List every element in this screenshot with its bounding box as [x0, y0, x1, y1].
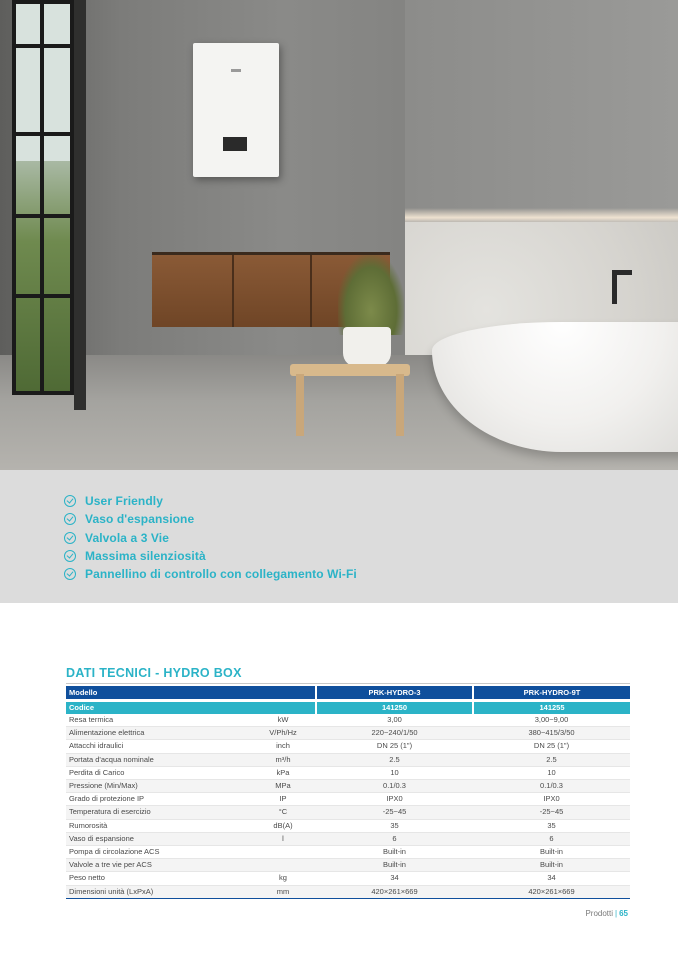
row-param: Perdita di Carico [66, 766, 250, 779]
table-row [66, 753, 630, 766]
feature-label: Vaso d'espansione [85, 512, 195, 527]
row-value-2: DN 25 (1") [473, 740, 630, 753]
code-value-2: 141255 [473, 702, 630, 714]
row-param: Rumorosità [66, 819, 250, 832]
row-value-1: DN 25 (1") [316, 740, 473, 753]
wall-right [405, 0, 678, 230]
row-value-1: 2.5 [316, 753, 473, 766]
window-mullion [16, 44, 70, 48]
feature-item [64, 492, 357, 510]
feature-list [64, 492, 357, 583]
row-value-2: 3,00~9,00 [473, 714, 630, 727]
check-circle-icon [64, 513, 76, 525]
row-value-2: 34 [473, 872, 630, 885]
stool-seat [290, 364, 410, 376]
table-row [66, 714, 630, 727]
table-row [66, 793, 630, 806]
code-label: Codice [66, 702, 316, 714]
table-row [66, 846, 630, 859]
row-unit: V/Ph/Hz [250, 727, 316, 740]
row-value-2: 35 [473, 819, 630, 832]
table-code-row [66, 702, 630, 714]
row-unit: °C [250, 806, 316, 819]
faucet [612, 270, 632, 304]
row-unit: kPa [250, 766, 316, 779]
hero-photo [0, 0, 678, 470]
row-unit [250, 846, 316, 859]
row-value-1: 6 [316, 832, 473, 845]
row-param: Vaso di espansione [66, 832, 250, 845]
table-row [66, 727, 630, 740]
footer-separator: | [615, 909, 618, 918]
code-value-1: 141250 [316, 702, 473, 714]
row-value-2: 380~415/3/50 [473, 727, 630, 740]
row-unit: l [250, 832, 316, 845]
row-param: Attacchi idraulici [66, 740, 250, 753]
row-param: Pressione (Min/Max) [66, 780, 250, 793]
check-circle-icon [64, 568, 76, 580]
row-param: Dimensioni unità (LxPxA) [66, 885, 250, 898]
row-value-2: IPX0 [473, 793, 630, 806]
row-param: Pompa di circolazione ACS [66, 846, 250, 859]
row-value-2: -25~45 [473, 806, 630, 819]
table-row [66, 740, 630, 753]
row-param: Resa termica [66, 714, 250, 727]
features-band [0, 470, 678, 603]
specs-table [66, 686, 630, 899]
row-value-2: 0.1/0.3 [473, 780, 630, 793]
row-unit: dB(A) [250, 819, 316, 832]
row-param: Portata d'acqua nominale [66, 753, 250, 766]
window-mullion [16, 214, 70, 218]
row-value-2: Built-in [473, 859, 630, 872]
row-value-1: 220~240/1/50 [316, 727, 473, 740]
row-value-2: Built-in [473, 846, 630, 859]
row-unit [250, 859, 316, 872]
page-number: 65 [619, 909, 628, 918]
window [12, 0, 74, 395]
table-row [66, 872, 630, 885]
window-mullion [16, 294, 70, 298]
feature-item [64, 510, 357, 528]
window-frame [74, 0, 86, 410]
row-unit: mm [250, 885, 316, 898]
row-unit: inch [250, 740, 316, 753]
feature-item [64, 547, 357, 565]
row-value-1: 0.1/0.3 [316, 780, 473, 793]
table-row [66, 819, 630, 832]
unit-logo [231, 69, 241, 72]
row-value-1: 420×261×669 [316, 885, 473, 898]
row-value-1: Built-in [316, 859, 473, 872]
row-param: Alimentazione elettrica [66, 727, 250, 740]
row-value-1: IPX0 [316, 793, 473, 806]
row-value-1: 34 [316, 872, 473, 885]
stool-leg [396, 374, 404, 436]
row-value-2: 10 [473, 766, 630, 779]
page-footer [585, 909, 628, 918]
feature-label: User Friendly [85, 494, 163, 509]
window-mullion [16, 132, 70, 136]
row-unit: kg [250, 872, 316, 885]
row-value-2: 6 [473, 832, 630, 845]
feature-label: Massima silenziosità [85, 549, 206, 564]
row-unit: IP [250, 793, 316, 806]
cabinet-seam [310, 255, 312, 327]
hydro-box-unit [193, 43, 279, 177]
table-row [66, 832, 630, 845]
unit-display [223, 137, 247, 151]
plant-pot [343, 327, 391, 367]
row-unit: m³/h [250, 753, 316, 766]
section-title: DATI TECNICI - HYDRO BOX [66, 666, 242, 680]
header-model-2: PRK-HYDRO-9T [473, 686, 630, 699]
title-divider [66, 683, 630, 684]
header-model-1: PRK-HYDRO-3 [316, 686, 473, 699]
row-value-2: 2.5 [473, 753, 630, 766]
row-value-1: -25~45 [316, 806, 473, 819]
table-row [66, 766, 630, 779]
plant [338, 255, 404, 335]
table-header-row [66, 686, 630, 699]
feature-label: Pannellino di controllo con collegamento Wi-Fi [85, 567, 357, 582]
feature-item [64, 529, 357, 547]
row-value-2: 420×261×669 [473, 885, 630, 898]
table-row [66, 806, 630, 819]
row-unit: kW [250, 714, 316, 727]
check-circle-icon [64, 495, 76, 507]
row-unit: MPa [250, 780, 316, 793]
feature-item [64, 565, 357, 583]
row-param: Grado di protezione IP [66, 793, 250, 806]
feature-label: Valvola a 3 Vie [85, 530, 170, 545]
table-row [66, 780, 630, 793]
header-model: Modello [66, 686, 316, 699]
check-circle-icon [64, 550, 76, 562]
table-row [66, 885, 630, 898]
footer-section: Prodotti [585, 909, 614, 918]
table-row [66, 859, 630, 872]
cabinet-seam [232, 255, 234, 327]
stool-leg [296, 374, 304, 436]
row-value-1: 3,00 [316, 714, 473, 727]
row-param: Valvole a tre vie per ACS [66, 859, 250, 872]
row-value-1: Built-in [316, 846, 473, 859]
window-mullion [40, 4, 44, 391]
row-value-1: 10 [316, 766, 473, 779]
row-param: Temperatura di esercizio [66, 806, 250, 819]
check-circle-icon [64, 532, 76, 544]
row-value-1: 35 [316, 819, 473, 832]
row-param: Peso netto [66, 872, 250, 885]
